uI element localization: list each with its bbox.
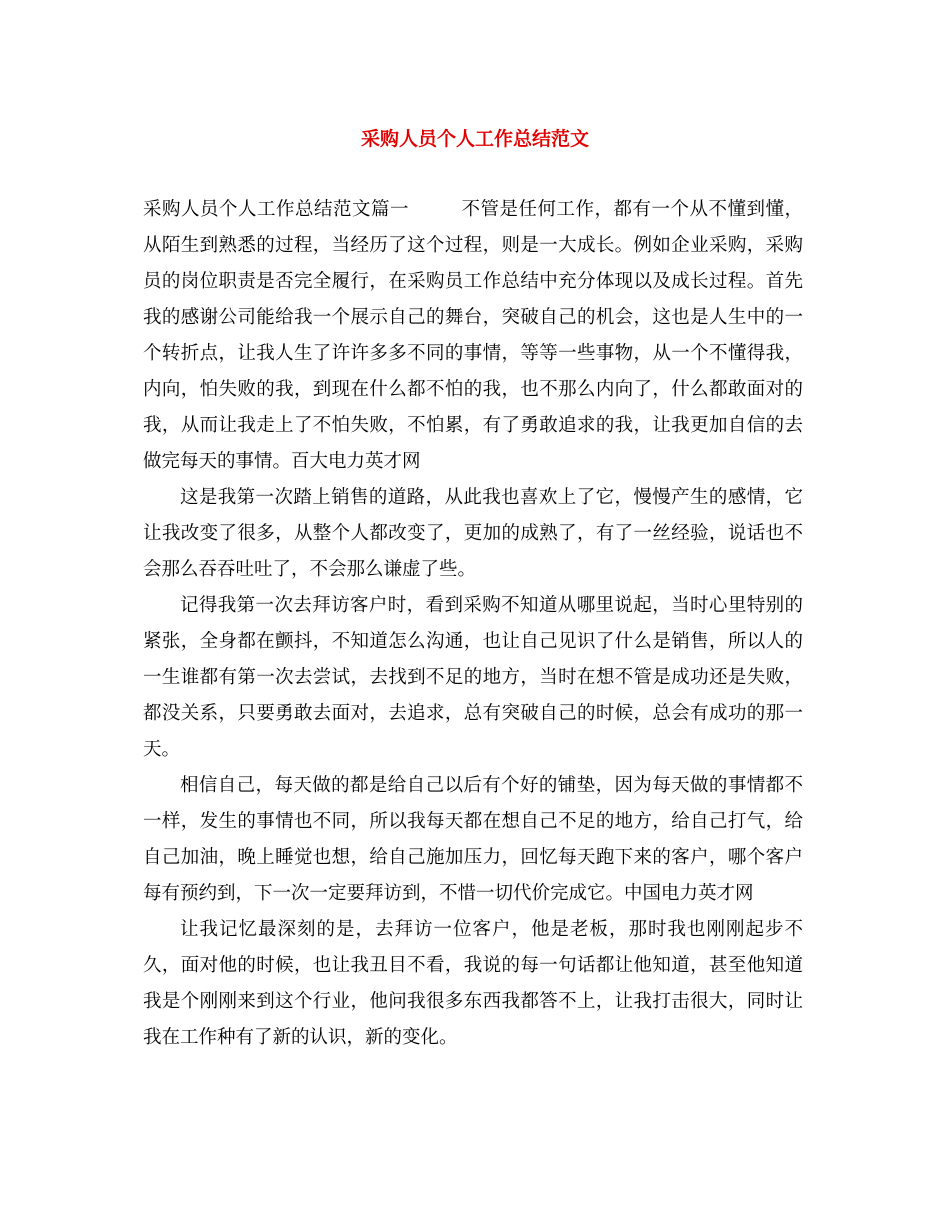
- paragraph-1: [143, 192, 803, 480]
- paragraph-4: 相信自己，每天做的都是给自己以后有个好的铺垫，因为每天做的事情都不一样，发生的事情也不同，所以我每天都在想自己不足的地方，给自己打气，给自己加油，晚上睡觉也想，给自己施加压力，回忆每天跑下来的客户，哪个客户每有预约到，下一次一定要拜访到，不惜一切代价完成它。中国电力英才网: [143, 775, 803, 904]
- paragraph-5: 让我记忆最深刻的是，去拜访一位客户，他是老板，那时我也刚刚起步不久，面对他的时候，也让我丑目不看，我说的每一句话都让他知道，甚至他知道我是个刚刚来到这个行业，他问我很多东西我都答不上，让我打击很大，同时让我在工作种有了新的认识，新的变化。: [143, 919, 803, 1048]
- paragraph-text: 不管是任何工作，都有一个从不懂到懂，从陌生到熟悉的过程，当经历了这个过程，则是一大成长。例如企业采购，采购员的岗位职责是否完全履行，在采购员工作总结中充分体现以及成长过程。首先我的感谢公司能给我一个展示自己的舞台，突破自己的机会，这也是人生中的一个转折点，让我人生了许许多多不同的事情，等等一些事物，从一个不懂得我，内向，怕失败的我，到现在什么都不怕的我，也不那么内向了，什么都敢面对的我，从而让我走上了不怕失败，不怕累，有了勇敢追求的我，让我更加自信的去做完每天的事情。百大电力英才网: [143, 199, 803, 472]
- paragraph-2: 这是我第一次踏上销售的道路，从此我也喜欢上了它，慢慢产生的感情，它让我改变了很多，从整个人都改变了，更加的成熟了，有了一丝经验，说话也不会那么吞吞吐吐了，不会那么谦虚了些。: [143, 487, 803, 580]
- document-body: [143, 192, 803, 1056]
- section-heading: 采购人员个人工作总结范文篇一: [143, 199, 409, 220]
- document-title: 采购人员个人工作总结范文: [360, 128, 589, 150]
- paragraph-3: 记得我第一次去拜访客户时，看到采购不知道从哪里说起，当时心里特别的紧张，全身都在颤抖，不知道怎么沟通，也让自己见识了什么是销售，所以人的一生谁都有第一次去尝试，去找到不足的地方，当时在想不管是成功还是失败，都没关系，只要勇敢去面对，去追求，总有突破自己的时候，总会有成功的那一天。: [143, 595, 803, 760]
